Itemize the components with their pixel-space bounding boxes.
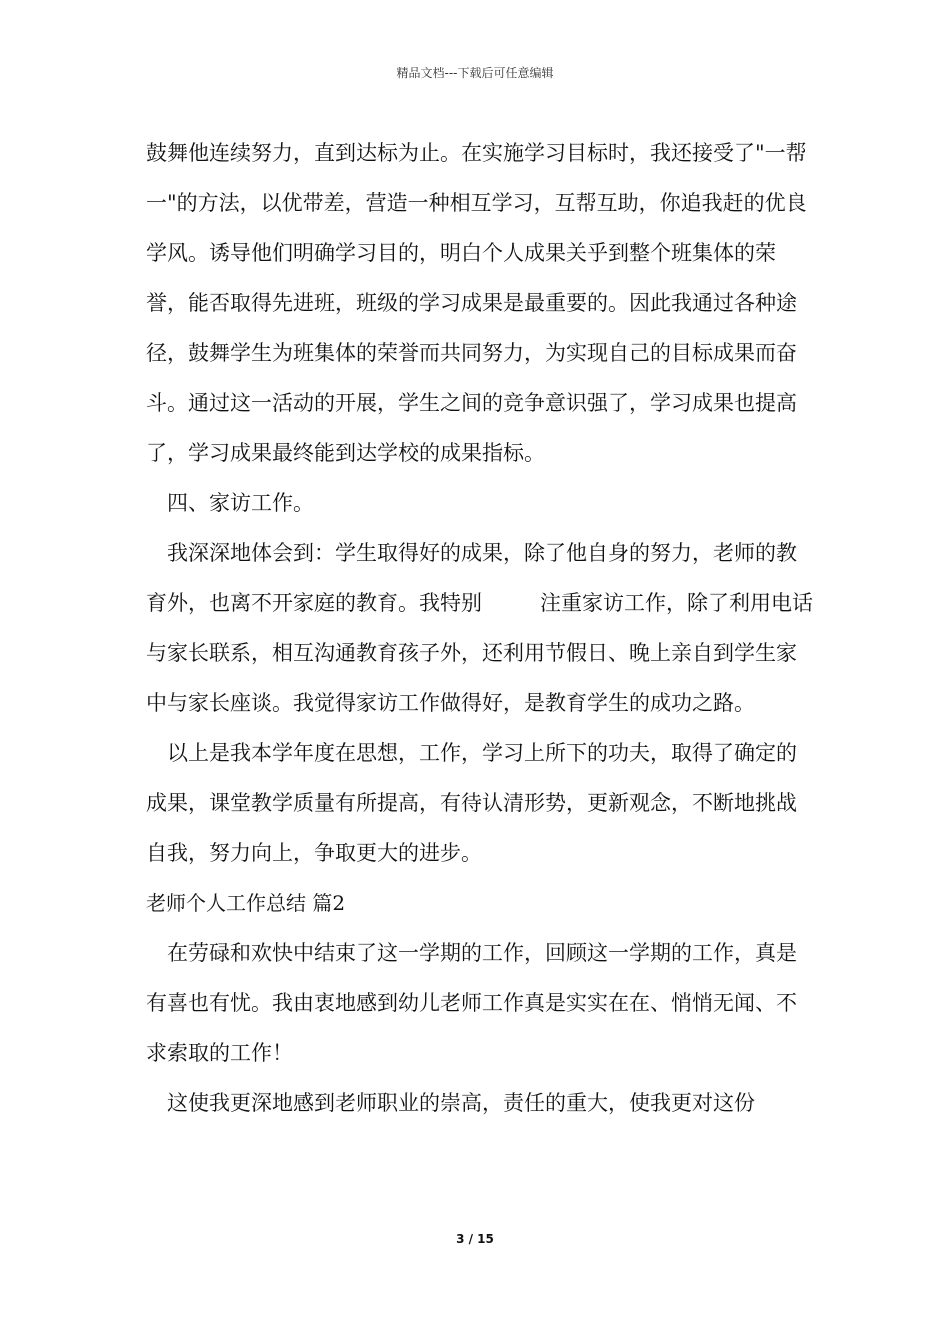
section-heading-home-visits: 四、家访工作。 [167,491,314,515]
paragraph-home-visits [146,528,816,728]
section-title-part2: 老师个人工作总结 篇2 [146,891,346,915]
page-number: 3 / 15 [456,1232,494,1246]
page-header: 精品文档---下载后可任意编辑 [396,66,554,80]
paragraph-summary: 以上是我本学年度在思想，工作，学习上所下的功夫，取得了确定的成果，课堂教学质量有所提高，有待认清形势，更新观念，不断地挑战自我，努力向上，争取更大的进步。 [146,741,797,865]
paragraph-home-visits-part1: 我深深地体会到：学生取得好的成果，除了他自身的努力，老师的教育外，也离不开家庭的教育。我特别 [146,541,797,615]
paragraph-part2-continued: 这使我更深地感到老师职业的崇高，责任的重大，使我更对这份 [167,1091,755,1115]
paragraph-part2-intro: 在劳碌和欢快中结束了这一学期的工作，回顾这一学期的工作，真是有喜也有忧。我由衷地感到幼儿老师工作真是实实在在、悄悄无闻、不求索取的工作！ [146,941,797,1065]
document-body [146,128,816,1128]
paragraph-continued: 鼓舞他连续努力，直到达标为止。在实施学习目标时，我还接受了"一帮一"的方法，以优带差，营造一种相互学习，互帮互助，你追我赶的优良学风。诱导他们明确学习目的，明白个人成果关乎到整个班集体的荣誉，能否取得先进班，班级的学习成果是最重要的。因此我通过各种途径，鼓舞学生为班集体的荣誉而共同努力，为实现自己的目标成果而奋斗。通过这一活动的开展，学生之间的竞争意识强了，学习成果也提高了，学习成果最终能到达学校的成果指标。 [146,141,807,465]
paragraph-home-visits-part2: 注重家访工作，除了利用电话与家长联系，相互沟通教育孩子外，还利用节假日、晚上亲自到学生家中与家长座谈。我觉得家访工作做得好，是教育学生的成功之路。 [146,591,813,715]
